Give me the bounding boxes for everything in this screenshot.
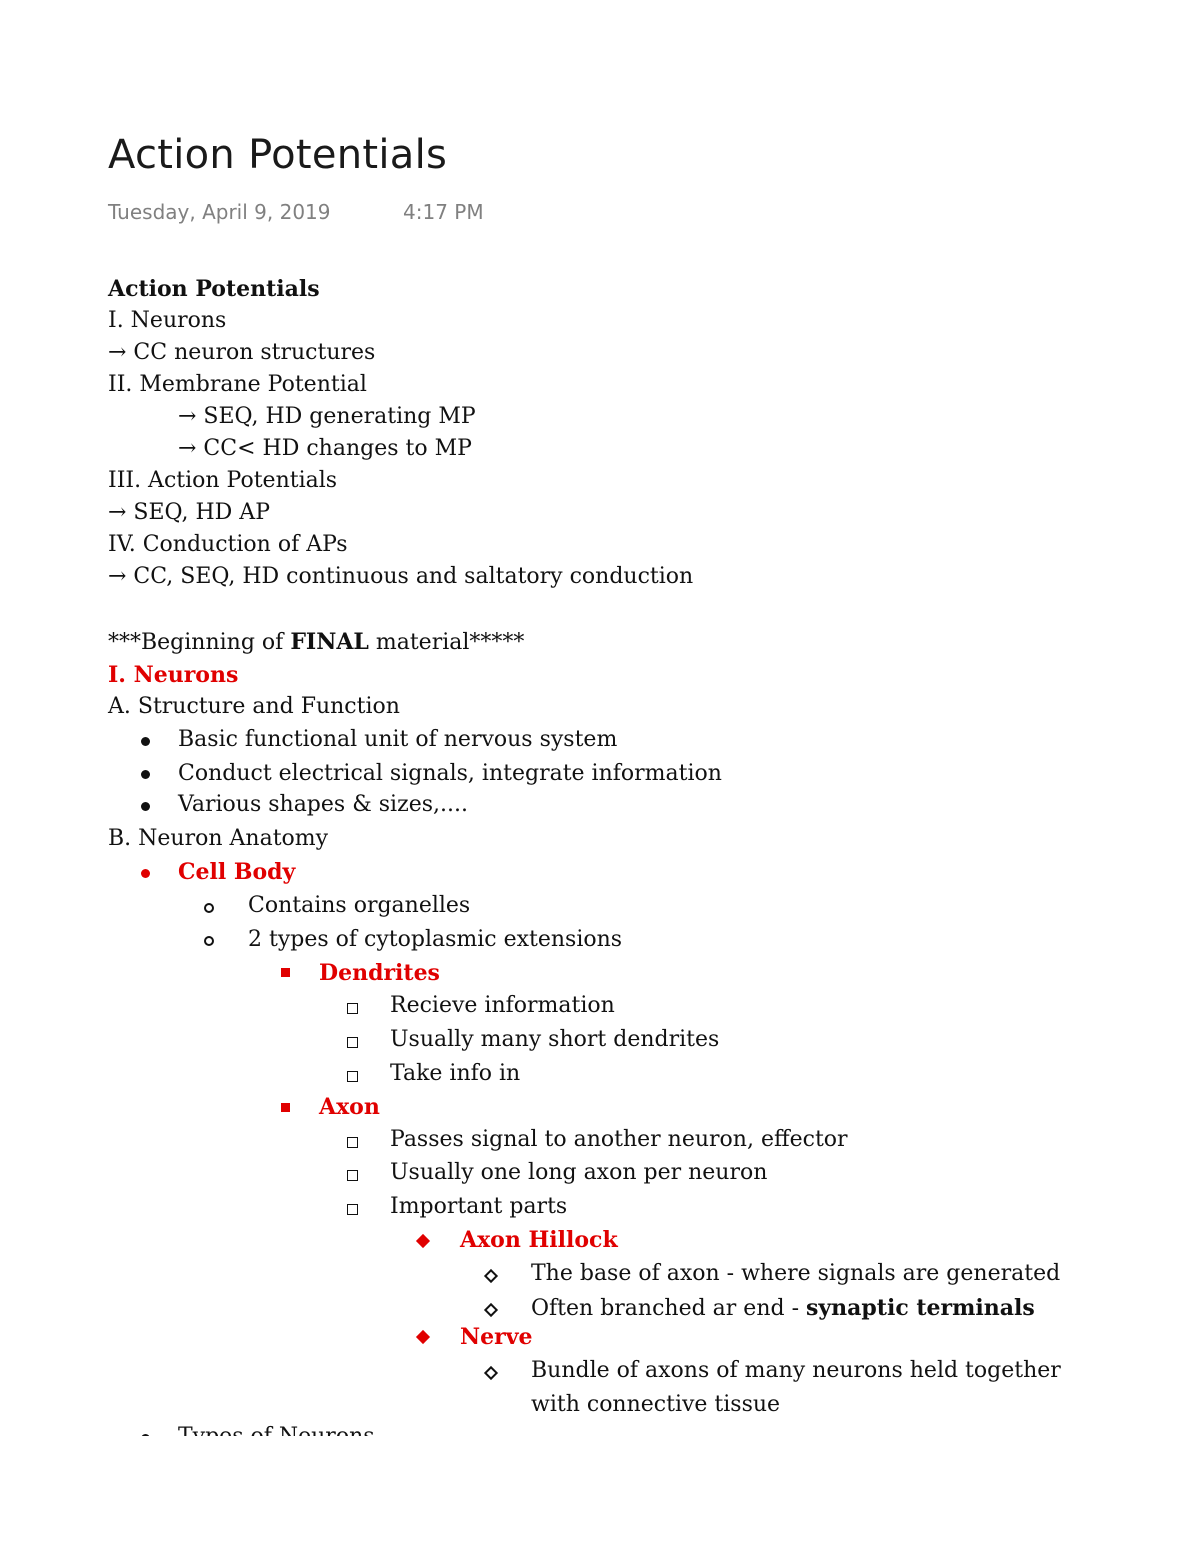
bullet-icon <box>141 802 150 811</box>
list-item: Take info in <box>390 1061 521 1086</box>
circle-bullet-icon <box>204 903 214 913</box>
outline-line: I. Neurons <box>108 308 227 333</box>
axon-heading: Axon <box>319 1094 380 1120</box>
final-note-bold: FINAL <box>290 629 369 655</box>
box-bullet-icon <box>347 1003 358 1014</box>
hillock-item-bold: synaptic terminals <box>806 1295 1035 1321</box>
note-date: Tuesday, April 9, 2019 <box>108 200 331 224</box>
diamond-bullet-icon <box>416 1234 430 1248</box>
box-bullet-icon <box>347 1170 358 1181</box>
outline-line: → SEQ, HD AP <box>108 500 270 525</box>
dendrites-heading: Dendrites <box>319 960 440 986</box>
axon-hillock-heading: Axon Hillock <box>460 1227 618 1253</box>
final-note-post: material***** <box>368 630 525 655</box>
box-bullet-icon <box>347 1204 358 1215</box>
bullet-icon <box>141 737 150 746</box>
box-bullet-icon <box>347 1137 358 1148</box>
list-item: Recieve information <box>390 993 615 1018</box>
section-heading: I. Neurons <box>108 662 239 688</box>
outline-line: → CC neuron structures <box>108 340 376 365</box>
list-item: Passes signal to another neuron, effector <box>390 1127 848 1152</box>
list-item: Contains organelles <box>248 893 471 918</box>
outline-line: → SEQ, HD generating MP <box>178 404 476 429</box>
nerve-heading: Nerve <box>460 1324 533 1350</box>
outline-line: II. Membrane Potential <box>108 372 367 397</box>
outline-diamond-bullet-icon <box>484 1269 498 1283</box>
hillock-item-text: Often branched ar end - <box>531 1296 806 1321</box>
list-item: The base of axon - where signals are generated <box>531 1261 1061 1286</box>
list-item-continuation: with connective tissue <box>531 1392 781 1417</box>
bullet-icon <box>141 770 150 779</box>
outline-line: IV. Conduction of APs <box>108 532 348 557</box>
square-bullet-icon <box>281 968 290 977</box>
box-bullet-icon <box>347 1037 358 1048</box>
list-item: 2 types of cytoplasmic extensions <box>248 927 623 952</box>
outline-line: III. Action Potentials <box>108 468 338 493</box>
square-bullet-icon <box>281 1103 290 1112</box>
cell-body-heading: Cell Body <box>178 859 296 885</box>
box-bullet-icon <box>347 1071 358 1082</box>
list-item: Basic functional unit of nervous system <box>178 727 618 752</box>
page-title: Action Potentials <box>108 132 448 178</box>
list-item: Conduct electrical signals, integrate information <box>178 761 722 786</box>
subsection-b: B. Neuron Anatomy <box>108 826 329 851</box>
list-item: Various shapes & sizes,.... <box>178 792 468 817</box>
list-item: Usually many short dendrites <box>390 1027 720 1052</box>
list-item: Bundle of axons of many neurons held together <box>531 1358 1061 1383</box>
final-note <box>108 627 524 658</box>
note-time: 4:17 PM <box>403 200 484 224</box>
page-cut-mask <box>0 1436 1200 1553</box>
outline-line: → CC, SEQ, HD continuous and saltatory conduction <box>108 564 694 589</box>
outline-heading: Action Potentials <box>108 276 320 302</box>
outline-diamond-bullet-icon <box>484 1366 498 1380</box>
final-note-pre: ***Beginning of <box>108 630 291 655</box>
list-item: Usually one long axon per neuron <box>390 1160 768 1185</box>
diamond-bullet-icon <box>416 1330 430 1344</box>
list-item: Important parts <box>390 1194 568 1219</box>
subsection-a: A. Structure and Function <box>108 694 400 719</box>
bullet-icon <box>141 869 150 878</box>
circle-bullet-icon <box>204 936 214 946</box>
list-item <box>531 1293 1035 1324</box>
outline-line: → CC< HD changes to MP <box>178 436 472 461</box>
outline-diamond-bullet-icon <box>484 1303 498 1317</box>
